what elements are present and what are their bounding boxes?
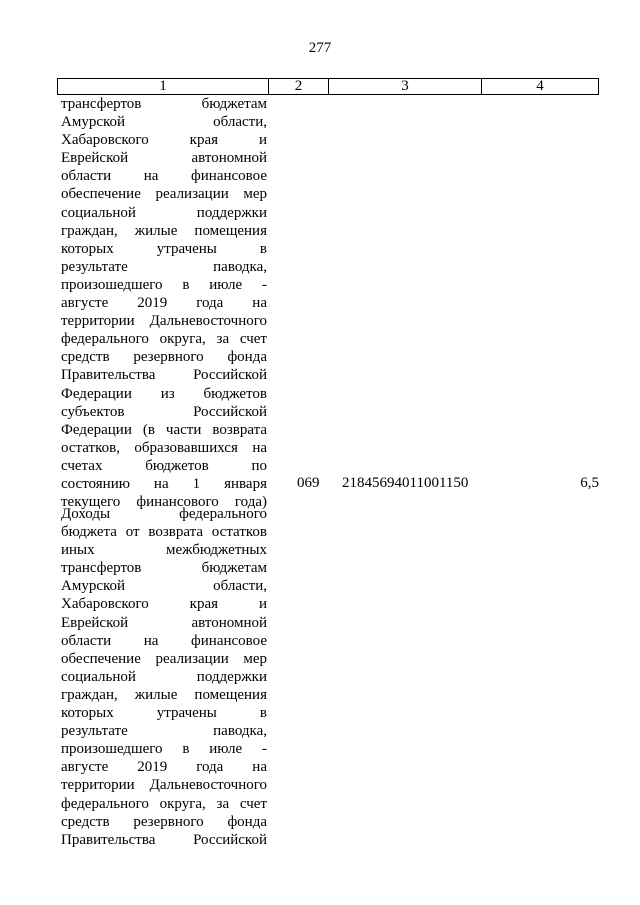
row-description: [61, 95, 267, 511]
description-line: федерального округа, за счет: [61, 795, 267, 812]
description-line: Правительства Российской: [61, 367, 267, 384]
description-line: августе 2019 года на: [61, 759, 267, 776]
description-line: социальной поддержки: [61, 668, 267, 685]
description-line: произошедшего в июле -: [61, 276, 267, 293]
description-line: произошедшего в июле -: [61, 741, 267, 758]
description-line: текущего финансового года): [61, 494, 267, 511]
column-header-1: 1: [58, 79, 269, 94]
description-line: граждан, жилые помещения: [61, 222, 267, 239]
description-line: которых утрачены в: [61, 705, 267, 722]
description-line: средств резервного фонда: [61, 349, 267, 366]
description-line: Федерации из бюджетов: [61, 385, 267, 402]
description-line: Еврейской автономной: [61, 150, 267, 167]
description-line: трансфертов бюджетам: [61, 96, 267, 112]
description-line: счетах бюджетов по: [61, 457, 267, 474]
description-line: августе 2019 года на: [61, 295, 267, 312]
description-line: трансфертов бюджетам: [61, 560, 267, 577]
row-kbk: 21845694011001150: [342, 475, 469, 491]
description-line: Федерации (в части возврата: [61, 421, 267, 438]
column-header-4: 4: [536, 78, 544, 94]
description-line: которых утрачены в: [61, 240, 267, 257]
description-line: иных межбюджетных: [61, 542, 267, 559]
page-number: 277: [308, 40, 332, 56]
description-line: результате паводка,: [61, 258, 267, 275]
description-line: Хабаровского края и: [61, 132, 267, 149]
row-code: 069: [297, 475, 320, 491]
description-line: области на финансовое: [61, 168, 267, 185]
column-header-row: [57, 78, 599, 95]
description-line: Доходы федерального: [61, 506, 267, 522]
description-line: Амурской области,: [61, 578, 267, 595]
description-line: средств резервного фонда: [61, 813, 267, 830]
description-line: остатков, образовавшихся на: [61, 439, 267, 456]
description-line: Хабаровского края и: [61, 596, 267, 613]
description-line: области на финансовое: [61, 632, 267, 649]
description-line: Правительства Российской: [61, 831, 267, 848]
description-line: субъектов Российской: [61, 403, 267, 420]
description-line: результате паводка,: [61, 723, 267, 740]
description-line: федерального округа, за счет: [61, 331, 267, 348]
description-line: Амурской области,: [61, 114, 267, 131]
description-line: Еврейской автономной: [61, 614, 267, 631]
description-line: бюджета от возврата остатков: [61, 524, 267, 541]
description-line: обеспечение реализации мер: [61, 650, 267, 667]
description-line: социальной поддержки: [61, 204, 267, 221]
row-description: [61, 505, 267, 849]
description-line: обеспечение реализации мер: [61, 186, 267, 203]
description-line: территории Дальневосточного: [61, 313, 267, 330]
description-line: граждан, жилые помещения: [61, 686, 267, 703]
row-amount: 6,5: [580, 475, 599, 491]
description-line: территории Дальневосточного: [61, 777, 267, 794]
column-header-2: 2: [269, 79, 329, 94]
description-line: состоянию на 1 января: [61, 475, 267, 492]
column-header-3: 3: [329, 79, 482, 94]
